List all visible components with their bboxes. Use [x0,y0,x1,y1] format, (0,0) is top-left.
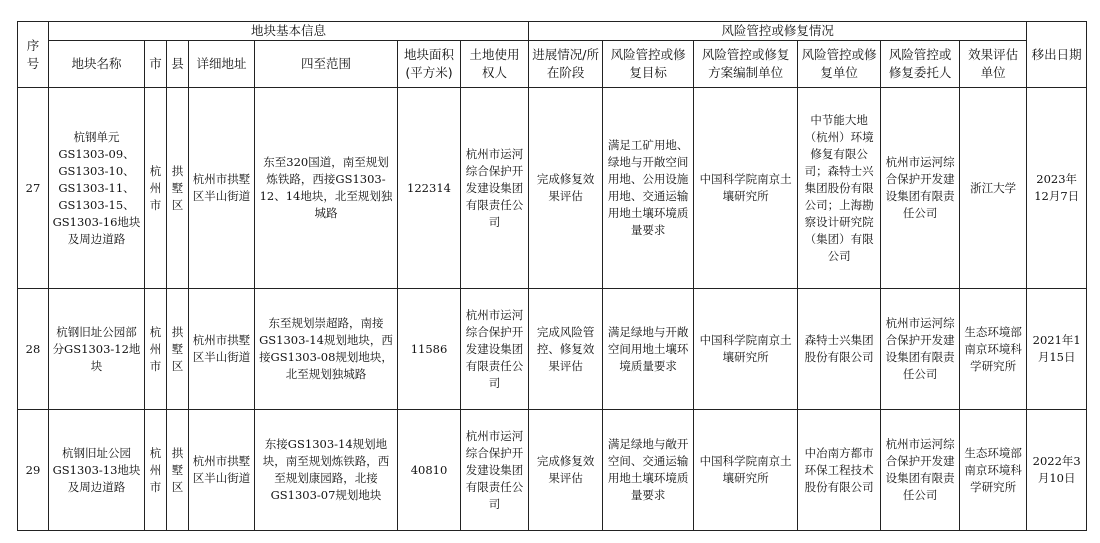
cell-plan-unit: 中国科学院南京土壤研究所 [694,410,798,531]
header-eval-unit: 效果评估单位 [960,41,1027,88]
cell-city: 杭州市 [145,289,167,410]
cell-address: 杭州市拱墅区半山街道 [189,410,255,531]
header-progress: 进展情况/所在阶段 [529,41,603,88]
cell-county: 拱墅区 [167,88,189,289]
header-county: 县 [167,41,189,88]
cell-boundary: 东至320国道，南至规划炼铁路，西接GS1303-12、14地块，北至规划独城路 [255,88,398,289]
cell-plan-unit: 中国科学院南京土壤研究所 [694,289,798,410]
cell-boundary: 东接GS1303-14规划地块，南至规划炼铁路，西至规划康园路，北接GS1303-07规划地块 [255,410,398,531]
cell-county: 拱墅区 [167,410,189,531]
cell-goal: 满足工矿用地、绿地与开敞空间用地、公用设施用地、交通运输用地土壤环境质量要求 [603,88,694,289]
cell-seq: 27 [18,88,49,289]
cell-name: 杭钢旧址公园部分GS1303-12地块 [49,289,145,410]
group-header-plot-info: 地块基本信息 [49,22,529,41]
cell-city: 杭州市 [145,88,167,289]
cell-seq: 28 [18,289,49,410]
header-repair-unit: 风险管控或修复单位 [798,41,881,88]
header-name: 地块名称 [49,41,145,88]
cell-eval-unit: 生态环境部南京环境科学研究所 [960,410,1027,531]
cell-owner: 杭州市运河综合保护开发建设集团有限责任公司 [461,289,529,410]
cell-seq: 29 [18,410,49,531]
header-boundary: 四至范围 [255,41,398,88]
cell-boundary: 东至规划崇超路，南接GS1303-14规划地块，西接GS1303-08规划地块，北至规划独城路 [255,289,398,410]
cell-eval-unit: 生态环境部南京环境科学研究所 [960,289,1027,410]
cell-eval-unit: 浙江大学 [960,88,1027,289]
column-header-row [18,41,1087,88]
cell-area: 11586 [398,289,461,410]
cell-goal: 满足绿地与敞开空间、交通运输用地土壤环境质量要求 [603,410,694,531]
cell-removal-date: 2022年3月10日 [1027,410,1087,531]
header-city: 市 [145,41,167,88]
cell-repair-unit: 中节能大地（杭州）环境修复有限公司；森特士兴集团股份有限公司；上海勘察设计研究院（集团）有限公司 [798,88,881,289]
cell-name: 杭钢单元GS1303-09、GS1303-10、GS1303-11、GS1303-15、GS1303-16地块及周边道路 [49,88,145,289]
header-goal: 风险管控或修复目标 [603,41,694,88]
table-row [18,289,1087,410]
cell-city: 杭州市 [145,410,167,531]
group-header-risk-info: 风险管控或修复情况 [529,22,1027,41]
cell-plan-unit: 中国科学院南京土壤研究所 [694,88,798,289]
cell-removal-date: 2021年1月15日 [1027,289,1087,410]
header-seq: 序号 [18,22,49,88]
header-area: 地块面积(平方米) [398,41,461,88]
group-header-row [18,22,1087,41]
cell-address: 杭州市拱墅区半山街道 [189,289,255,410]
cell-progress: 完成修复效果评估 [529,88,603,289]
cell-area: 122314 [398,88,461,289]
cell-removal-date: 2023年12月7日 [1027,88,1087,289]
cell-progress: 完成风险管控、修复效果评估 [529,289,603,410]
plot-info-table [17,21,1087,531]
cell-client: 杭州市运河综合保护开发建设集团有限责任公司 [881,410,960,531]
cell-client: 杭州市运河综合保护开发建设集团有限责任公司 [881,289,960,410]
cell-name: 杭钢旧址公园GS1303-13地块及周边道路 [49,410,145,531]
cell-client: 杭州市运河综合保护开发建设集团有限责任公司 [881,88,960,289]
cell-county: 拱墅区 [167,289,189,410]
cell-owner: 杭州市运河综合保护开发建设集团有限责任公司 [461,88,529,289]
header-removal-date: 移出日期 [1027,22,1087,88]
cell-address: 杭州市拱墅区半山街道 [189,88,255,289]
table-row [18,410,1087,531]
cell-repair-unit: 森特士兴集团股份有限公司 [798,289,881,410]
cell-area: 40810 [398,410,461,531]
header-plan-unit: 风险管控或修复方案编制单位 [694,41,798,88]
cell-goal: 满足绿地与开敞空间用地土壤环境质量要求 [603,289,694,410]
header-owner: 土地使用权人 [461,41,529,88]
cell-progress: 完成修复效果评估 [529,410,603,531]
cell-owner: 杭州市运河综合保护开发建设集团有限责任公司 [461,410,529,531]
header-client: 风险管控或修复委托人 [881,41,960,88]
cell-repair-unit: 中冶南方都市环保工程技术股份有限公司 [798,410,881,531]
header-address: 详细地址 [189,41,255,88]
table-row [18,88,1087,289]
